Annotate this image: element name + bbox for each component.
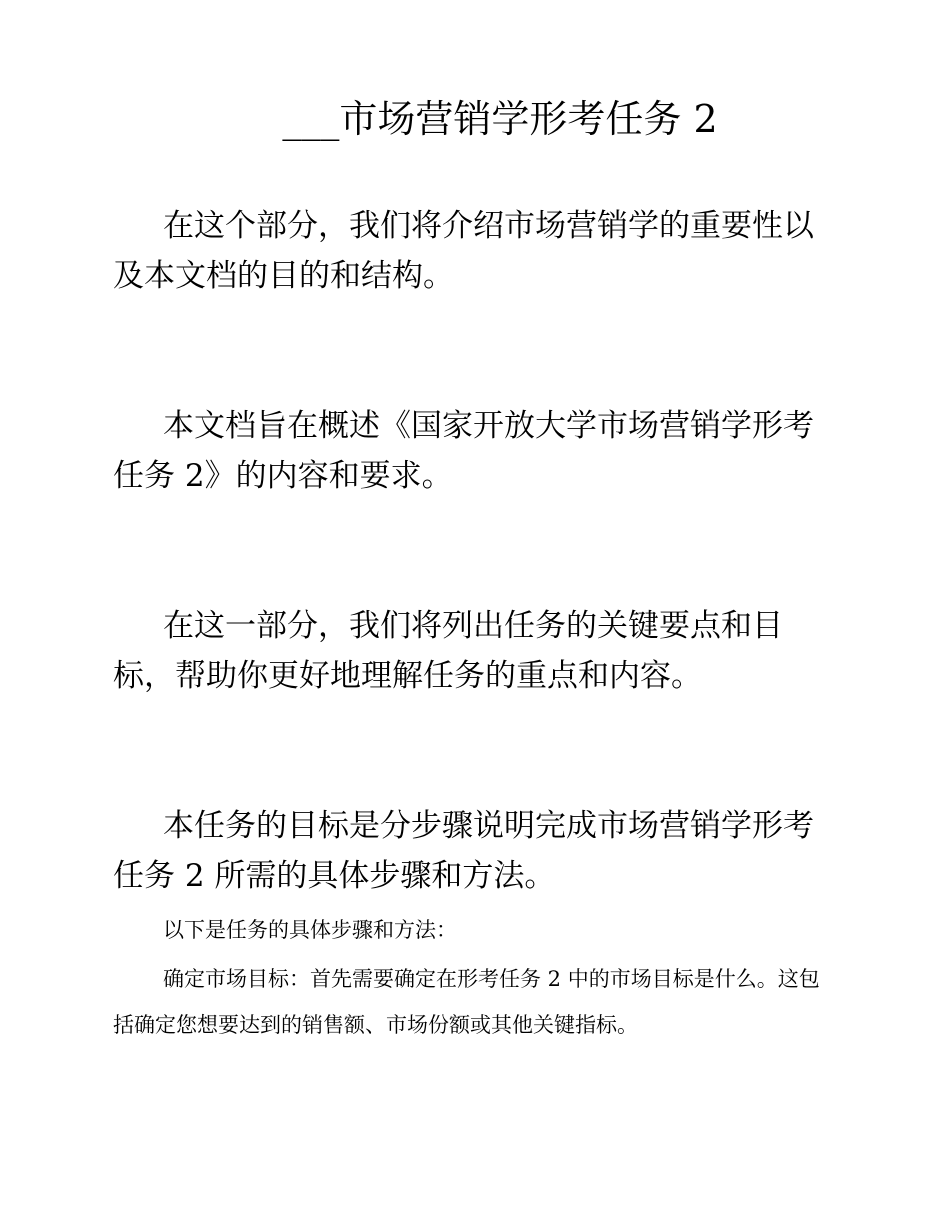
step-1-market-target: 确定市场目标：首先需要确定在形考任务 2 中的市场目标是什么。这包括确定您想要达到的销售额、市场份额或其他关键指标。: [113, 967, 820, 1037]
paragraph-key-points: 在这一部分，我们将列出任务的关键要点和目标，帮助你更好地理解任务的重点和内容。: [113, 608, 783, 694]
document-title: ___市场营销学形考任务 2: [282, 97, 718, 141]
paragraph-purpose: 本文档旨在概述《国家开放大学市场营销学形考任务 2》的内容和要求。: [113, 408, 814, 494]
paragraph-intro: 在这个部分，我们将介绍市场营销学的重要性以及本文档的目的和结构。: [113, 208, 814, 294]
steps-intro: 以下是任务的具体步骤和方法：: [163, 918, 457, 942]
paragraph-objective: 本任务的目标是分步骤说明完成市场营销学形考任务 2 所需的具体步骤和方法。: [113, 808, 814, 894]
